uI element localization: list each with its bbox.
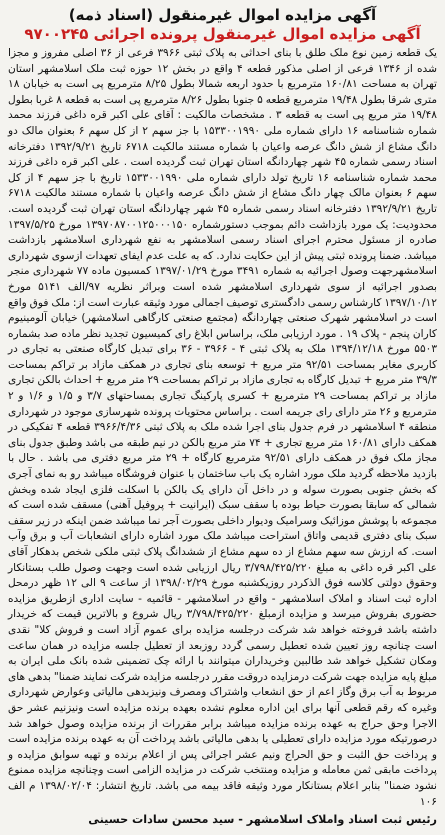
notice-subtitle: آگهی مزایده اموال غیرمنقول پرونده اجرائی ۹۷۰۰۲۴۵ [24, 25, 421, 43]
notice-body: یک قطعه زمین نوع ملک طلق با بنای احداثی به پلاک ثبتی ۳۹۶۶ فرعی از ۳۶ اصلی مفروز و مجزا شده از ۱۳۴۶ فرعی از اصلی مذکور قطعه ۴ واقع در بخش ۱۲ حوزه ثبت ملک اسلامشهر استان تهران به مساحت ۱۶۰/۸۱ مترمربع با حدود اربعه شمالا بطول ۸/۲۵ مترمربع پی است به خیابان ۱۸ متری شرقا بطول ۱۹/۴۸ مترمربع قطعه ۵ جنوبا بطول ۸/۲۶ مترمربع پی است به قطعه ۸ غربا بطول ۱۹/۴۸ متر مربع پی است به قطعه ۳ . مشخصات مالکیت : آقای علی اکبر قره داغی فرزند محمد شماره شناسنامه ۱۶ دارای شماره ملی ۱۵۳۳۰۰۱۹۹۰ با جز سهم ۲ از کل سهم ۶ بعنوان مالک دو دانگ مشاع از شش دانگ عرصه واعیان با شماره مستند مالکیت ۶۷۱۸ تاریخ ۱۳۹۲/۹/۲۱ دفترخانه اسناد رسمی شماره ۴۵ شهر چهاردانگه استان تهران ثبت گردیده است . علی اکبر قره داغی فرزند محمد شماره شناسنامه ۱۶ تاریخ تولد دارای شماره ملی ۱۵۳۳۰۰۱۹۹۰ تاریخ با جز سهم ۴ از کل سهم ۶ بعنوان مالک چهار دانگ مشاع از شش دانگ عرصه واعیان با شماره مستند مالکیت ۶۷۱۸ تاریخ ۱۳۹۲/۹/۲۱ دفترخانه اسناد رسمی شماره ۴۵ شهر چهاردانگه استان تهران ثبت گردیده است. محدودیت: یک مورد بازداشت دائم بموجب دستورشماره ۱۳۹۷۰۸۷۰۰۱۲۵۰۰۰۱۵۰ مورخ ۱۳۹۷/۵/۲۵ صادره از مسئول محترم اجرای اسناد رسمی اسلامشهر به نفع شهرداری اسلامشهر بازداشت میباشد. ضمنا پرونده ثبتی پیش از این حکایت ندارد. که به علت عدم ایفای تعهدات ازسوی شهرداری اسلامشهرجهت وصول اجرائیه به شماره ۳۴۹۱ مورخ ۱۳۹۷/۰۱/۲۹ کمسیون ماده ۷۷ شهرداری منجر بصدور اجرائیه از سوی شهرداری اسلامشهر شده است وبراثر نظریه ۹۷/الف ۵۱۴۱ مورخ ۱۳۹۷/۱۰/۱۲ کارشناس رسمی دادگستری توصیف اجمالی مورد وثیقه عبارت است از: ملک فوق واقع است در اسلامشهر شهرک صنعتی چهاردانگه (مجتمع صنعتی کارگاهی اسلامشهر) خیابان آلومینیوم کاران پنجم - پلاک ۱۹ . مورد ارزیابی ملک، براساس ابلاغ رای کمیسیون تجدید نظر ماده صد بشماره ۵۵۰۳ مورخ ۱۳۹۴/۱۲/۱۸ ملک به پلاک ثبتی ۴ - ۳۹۶۶ - ۳۶ برای تبدیل کارگاه صنعتی به تجاری در کاربری مغایر بمساحت ۹۲/۵۱ متر مربع + توسعه بنای تجاری در همکف مازاد بر تراکم بمساحت ۳۹/۳ متر مربع + تبدیل کارگاه به تجاری مازاد بر تراکم بمساحت ۲۹ متر مربع + احداث بالکن تجاری مازاد بر تراکم بمساحت ۲۹ مترمربع + کسری پارکینگ تجاری بمساحتهای ۳/۷ و ۱/۵ و ۱/۶ و ۲ مترمربع و ۲۶ متر دارای رای جریمه است . براساس محتویات پرونده شهرسازی موجود در شهرداری منطقه ۴ اسلامشهر در فرم جدول بنای اجرا شده ملک به پلاک ثبتی ۳۹۶۶/۴/۳۶ قطعه ۴ تفکیکی در همکف دارای ۱۶۰/۸۱ متر مربع تجاری + ۷۴ متر مربع بالکن در نیم طبقه می باشد وطبق جدول بنای مجاز ملک فوق در همکف دارای ۹۲/۵۱ مترمربع کارگاه + ۲۹ متر مربع دفتری می باشد . حال با بازدید ملاحظه گردید ملک مورد اشاره یک باب ساختمان با عنوان فروشگاه میباشد رو به نمای آجری که بخش جنوبی بصورت سوله و در داخل آن دارای یک بالکن با اسکلت فلزی ایجاد شده وبخش شمالی که سابقا بصورت حیاط بوده با سقف سبک (ایرانیت + پروفیل آهنی) مسقف شده است که مجموعه با پوشش موزائیک وسرامیک ودیوار داخلی بصورت آجر نما میباشد ضمن اینکه در زیر سقف سبک بنای دفتری قدیمی واتاق استراحت میباشد ملک مورد اشاره دارای انشعابات آب و برق وآب است. که ارزش سه سهم مشاع از ده سهم مشاع از ششدانگ پلاک ثبتی ملکی شخص بدهکار آقای علی اکبر قره داغی به مبلغ ۳/۷۹۸/۴۲۵/۲۲۰ ریال ارزیابی شده است وجهت وصول طلب بستانکار وحقوق دولتی کلاسه فوق الذکردر روزیکشنبه مورخ ۱۳۹۸/۰۲/۲۹ از ساعت ۹ الی ۱۲ ظهر درمحل اداره ثبت اسناد و املاک اسلامشهر - واقع در اسلامشهر - قائمیه - سایت اداری ازطریق مزایده حضوری بفروش میرسد و مزایده ازمبلغ ۳/۷۹۸/۴۲۵/۲۲۰ ریال شروع و بالاترین قیمت که خریدار داشته باشد فروخته خواهد شد شرکت درجلسه مزایده برای عموم آزاد است و فروش کلا" نقدی است چنانچه روز تعیین شده تعطیل رسمی گردد روزبعد از تعطیل جلسه مزایده در همان ساعت ومکان تشکیل خواهد شد طالبین وخریداران میتوانند با ارائه چک تضمینی شده بانک ملی ایران به مبلغ پایه مزایده جهت شرکت درمزایده دروقت مقرر درجلسه مزایده شرکت نمایند ضمنا" بدهی های مربوط به آب برق وگاز اعم از حق انشعاب واشتراک ومصرف ونیزبدهی مالیاتی وعوارض شهرداری وغیره که رقم قطعی آنها برای این اداره معلوم نشده بعهده برنده مزایده است ونیزنیم عشر حق الاجرا وحق حراج به عهده برنده مزایده میباشد برابر مقررات از برنده مزایده وصول خواهد شد درصورتیکه مورد مزایده دارای تعطیلی یا بدهی مالیاتی باشد پرداخت آن به عهده برنده مزایده است و پرداخت حق الثبت و حق الحراج ونیم عشر اجرائی پس از اعلام برنده و تهیه سوابق مزایده و پرداخت مابقی ثمن معامله و مزایده ومنتخب شرکت در مزایده الزامی است وچنانچه مزایده ممنوع نشود ضمنا" بنابر اعلام بستانکار مورد وثیقه فاقد بیمه می باشد. تاریخ انتشار: ۱۳۹۸/۰۲/۰۴ م الف ۱۰۶ [8, 47, 438, 808]
notice-signature: رئیس ثبت اسناد واملاک اسلامشهر - سید محسن سادات حسینی [88, 813, 437, 827]
notice-title: آگهی مزایده اموال غیرمنقول (اسناد ذمه) [68, 6, 377, 24]
